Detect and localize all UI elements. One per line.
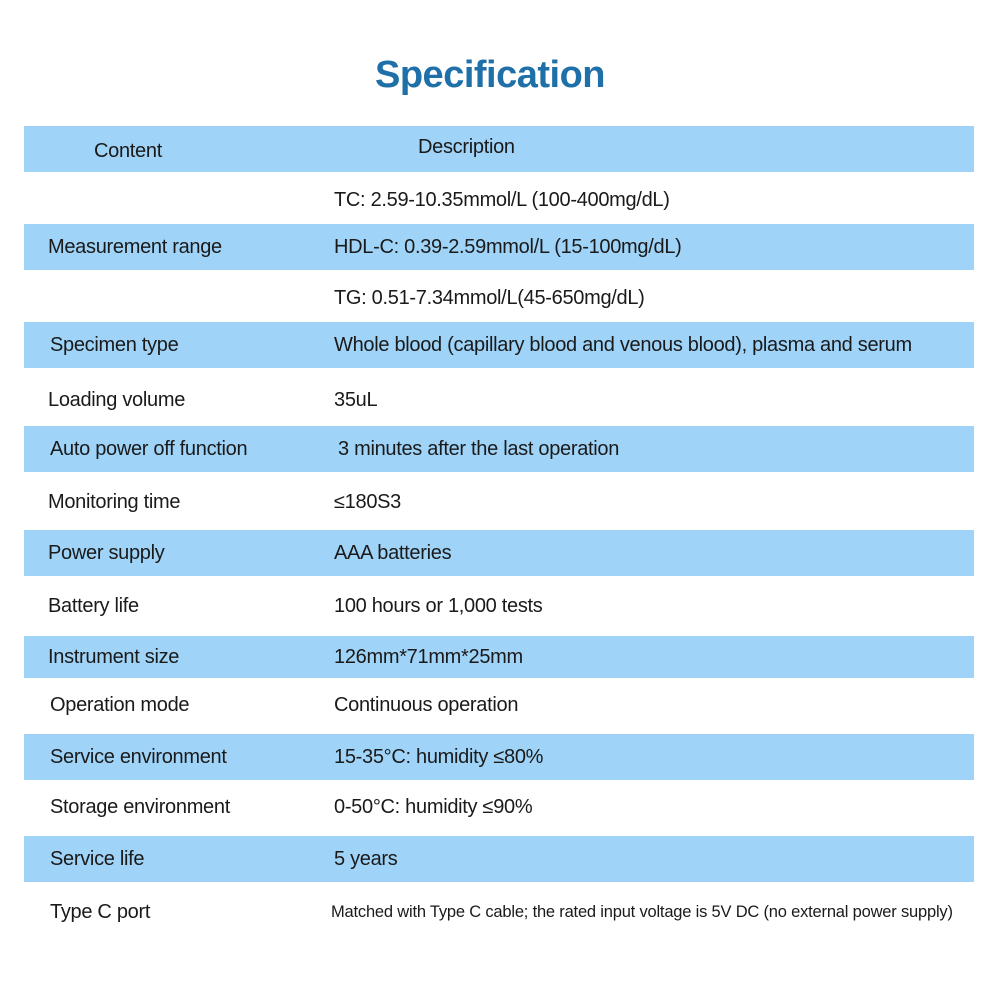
row-label: Operation mode (50, 693, 190, 716)
header-description: Description (418, 135, 515, 158)
row-value: AAA batteries (334, 541, 452, 564)
table-row (24, 530, 974, 576)
measurement-range-tc: TC: 2.59-10.35mmol/L (100-400mg/dL) (334, 188, 670, 211)
table-row (24, 888, 974, 936)
table-row (24, 426, 974, 472)
table-header-row (24, 126, 974, 172)
measurement-range-label: Measurement range (48, 235, 222, 258)
row-label: Loading volume (48, 388, 186, 411)
row-label: Specimen type (50, 333, 179, 356)
table-row (24, 224, 974, 270)
table-row (24, 478, 974, 526)
table-row (24, 734, 974, 780)
row-value: 100 hours or 1,000 tests (334, 594, 543, 617)
row-value: 15-35°C: humidity ≤80% (334, 745, 544, 768)
row-label: Auto power off function (50, 437, 248, 460)
row-value: Whole blood (capillary blood and venous blood), plasma and serum (334, 333, 912, 356)
row-label: Monitoring time (48, 490, 181, 513)
page-title: Specification (375, 54, 605, 96)
table-row (24, 322, 974, 368)
row-label: Service environment (50, 745, 227, 768)
row-value: 5 years (334, 847, 398, 870)
table-row (24, 582, 974, 630)
table-row (24, 682, 974, 728)
measurement-range-tg: TG: 0.51-7.34mmol/L(45-650mg/dL) (334, 286, 645, 309)
row-label: Service life (50, 847, 145, 870)
measurement-range-hdl: HDL-C: 0.39-2.59mmol/L (15-100mg/dL) (334, 235, 682, 258)
table-row (24, 836, 974, 882)
row-value: ≤180S3 (334, 490, 402, 513)
row-value: Matched with Type C cable; the rated input voltage is 5V DC (no external power supply) (331, 902, 953, 921)
table-row (24, 274, 974, 322)
row-value: 0-50°C: humidity ≤90% (334, 795, 533, 818)
table-row (24, 636, 974, 678)
row-label: Storage environment (50, 795, 230, 818)
row-value: 35uL (334, 388, 378, 411)
row-label: Instrument size (48, 645, 180, 668)
row-label: Battery life (48, 594, 139, 617)
table-row (24, 176, 974, 224)
row-label: Type C port (50, 900, 151, 923)
header-content: Content (94, 139, 162, 162)
row-label: Power supply (48, 541, 165, 564)
table-row (24, 784, 974, 830)
row-value: Continuous operation (334, 693, 519, 716)
row-value: 126mm*71mm*25mm (334, 645, 523, 668)
table-row (24, 376, 974, 424)
row-value: 3 minutes after the last operation (338, 437, 620, 460)
